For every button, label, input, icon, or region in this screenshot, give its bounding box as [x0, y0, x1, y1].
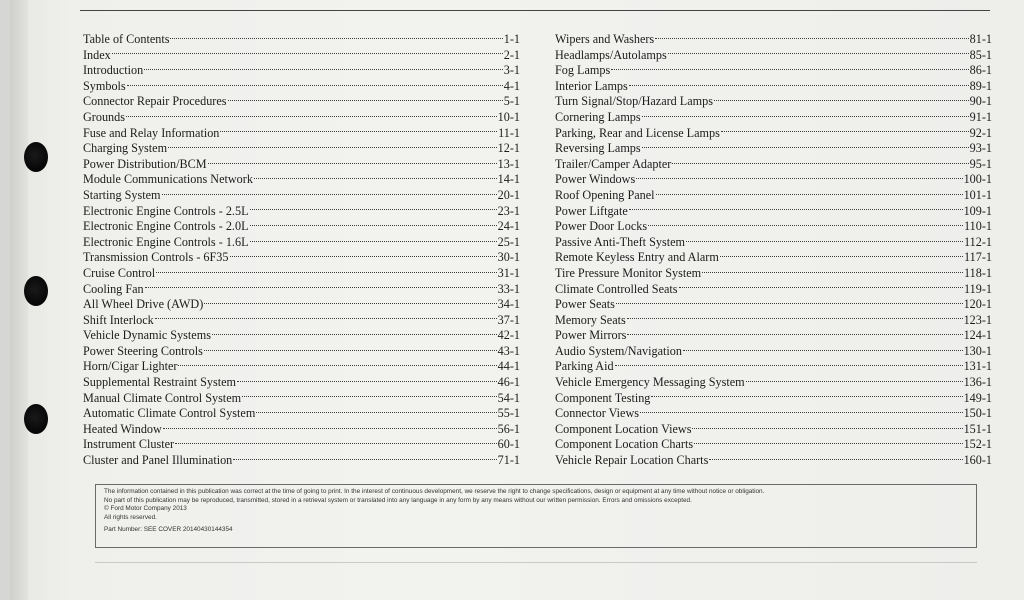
- toc-entry-title: Index: [83, 47, 111, 62]
- toc-entry-page: 119-1: [964, 281, 992, 296]
- toc-entry[interactable]: [555, 94, 992, 110]
- toc-entry-page: 46-1: [497, 375, 520, 390]
- toc-dot-leader: [144, 68, 503, 70]
- toc-entry[interactable]: [83, 391, 520, 407]
- toc-entry-page: 90-1: [969, 94, 992, 109]
- toc-entry-page: 160-1: [963, 453, 992, 468]
- toc-entry-page: 5-1: [503, 94, 520, 109]
- toc-entry[interactable]: [83, 297, 520, 313]
- toc-entry[interactable]: [555, 235, 992, 251]
- toc-entry[interactable]: [555, 297, 992, 313]
- toc-dot-leader: [250, 240, 497, 242]
- toc-dot-leader: [250, 224, 497, 226]
- toc-entry-page: 12-1: [497, 141, 520, 156]
- toc-entry-title: Power Seats: [555, 297, 615, 312]
- copyright-text: © Ford Motor Company 2013: [104, 505, 187, 513]
- toc-entry[interactable]: [555, 157, 992, 173]
- toc-dot-leader: [254, 177, 497, 179]
- toc-entry[interactable]: [555, 172, 992, 188]
- toc-entry-page: 11-1: [498, 125, 520, 140]
- toc-dot-leader: [721, 130, 969, 132]
- toc-entry[interactable]: [83, 204, 520, 220]
- toc-entry-page: 110-1: [964, 219, 992, 234]
- toc-entry-page: 150-1: [963, 406, 992, 421]
- toc-entry[interactable]: [555, 126, 992, 142]
- toc-entry[interactable]: [555, 188, 992, 204]
- rights-text: All rights reserved.: [104, 513, 157, 521]
- toc-entry-page: 131-1: [963, 359, 992, 374]
- toc-entry[interactable]: [83, 141, 520, 157]
- toc-entry-page: 89-1: [969, 78, 992, 93]
- toc-entry-page: 24-1: [497, 219, 520, 234]
- toc-dot-leader: [250, 208, 497, 210]
- toc-entry-page: 85-1: [969, 47, 992, 62]
- toc-entry-page: 30-1: [497, 250, 520, 265]
- toc-dot-leader: [178, 364, 496, 366]
- toc-entry-title: Headlamps/Autolamps: [555, 47, 667, 62]
- part-number-text: Part Number: SEE COVER 20140430144354: [104, 526, 233, 534]
- toc-entry-page: 117-1: [964, 250, 992, 265]
- toc-entry-page: 3-1: [503, 63, 520, 78]
- toc-entry-title: Grounds: [83, 109, 125, 124]
- toc-entry-title: Cluster and Panel Illumination: [83, 453, 233, 468]
- toc-entry-title: Cornering Lamps: [555, 109, 641, 124]
- toc-dot-leader: [720, 255, 963, 257]
- toc-entry[interactable]: [83, 48, 520, 64]
- toc-dot-leader: [746, 380, 963, 382]
- toc-dot-leader: [636, 177, 962, 179]
- toc-entry-page: 109-1: [963, 203, 992, 218]
- toc-entry-title: Heated Window: [83, 421, 162, 436]
- toc-entry-page: 123-1: [963, 312, 992, 327]
- toc-entry-page: 124-1: [963, 328, 992, 343]
- toc-dot-leader: [629, 208, 963, 210]
- toc-dot-leader: [112, 52, 503, 54]
- toc-entry[interactable]: [83, 344, 520, 360]
- toc-entry[interactable]: [83, 422, 520, 438]
- toc-entry-page: 151-1: [963, 421, 992, 436]
- toc-entry-title: Climate Controlled Seats: [555, 281, 678, 296]
- toc-entry[interactable]: [83, 313, 520, 329]
- toc-entry-page: 23-1: [497, 203, 520, 218]
- toc-entry-page: 10-1: [497, 109, 520, 124]
- toc-entry-title: Cruise Control: [83, 265, 156, 280]
- toc-entry[interactable]: [83, 63, 520, 79]
- toc-entry-page: 2-1: [503, 47, 520, 62]
- toc-entry-title: Vehicle Repair Location Charts: [555, 453, 709, 468]
- toc-entry[interactable]: [555, 328, 992, 344]
- toc-entry[interactable]: [555, 79, 992, 95]
- toc-entry[interactable]: [555, 141, 992, 157]
- toc-entry[interactable]: [555, 406, 992, 422]
- toc-entry-page: 130-1: [963, 343, 992, 358]
- toc-dot-leader: [204, 302, 496, 304]
- toc-entry-title: Component Location Charts: [555, 437, 694, 452]
- toc-dot-leader: [629, 84, 969, 86]
- toc-entry-page: 71-1: [497, 453, 520, 468]
- toc-entry[interactable]: [555, 359, 992, 375]
- toc-entry-title: Passive Anti-Theft System: [555, 234, 685, 249]
- toc-entry-page: 95-1: [969, 156, 992, 171]
- toc-entry[interactable]: [83, 94, 520, 110]
- toc-entry-title: Power Steering Controls: [83, 343, 203, 358]
- toc-entry[interactable]: [555, 110, 992, 126]
- toc-entry[interactable]: [555, 313, 992, 329]
- toc-entry-title: Power Door Locks: [555, 219, 648, 234]
- toc-entry-page: 118-1: [964, 265, 992, 280]
- toc-entry[interactable]: [83, 219, 520, 235]
- toc-entry[interactable]: [555, 219, 992, 235]
- toc-entry-page: 20-1: [497, 187, 520, 202]
- notice-line-1: The information contained in this publication was correct at the time of going to print. In the interest of continuous development, we reserve the right to change specifications, design or equipment at any time without notice or obligation.: [104, 488, 765, 495]
- toc-entry-title: Parking Aid: [555, 359, 614, 374]
- toc-dot-leader: [648, 224, 963, 226]
- toc-dot-leader: [714, 99, 969, 101]
- toc-entry-page: 33-1: [497, 281, 520, 296]
- toc-entry[interactable]: [83, 126, 520, 142]
- toc-entry-page: 43-1: [497, 343, 520, 358]
- toc-entry-page: 93-1: [969, 141, 992, 156]
- toc-entry-title: All Wheel Drive (AWD): [83, 297, 204, 312]
- toc-entry[interactable]: [83, 32, 520, 48]
- toc-entry[interactable]: [83, 157, 520, 173]
- toc-entry-title: Roof Opening Panel: [555, 187, 655, 202]
- toc-entry[interactable]: [555, 266, 992, 282]
- toc-entry-title: Connector Views: [555, 406, 640, 421]
- toc-dot-leader: [237, 380, 497, 382]
- toc-dot-leader: [228, 99, 503, 101]
- toc-entry-page: 56-1: [497, 421, 520, 436]
- toc-entry[interactable]: [83, 437, 520, 453]
- toc-dot-leader: [204, 349, 497, 351]
- toc-dot-leader: [162, 193, 497, 195]
- toc-entry-title: Audio System/Navigation: [555, 343, 682, 358]
- toc-dot-leader: [127, 84, 503, 86]
- toc-entry[interactable]: [83, 406, 520, 422]
- toc-entry-title: Interior Lamps: [555, 78, 628, 93]
- toc-entry-page: 81-1: [969, 32, 992, 46]
- toc-entry-page: 25-1: [497, 234, 520, 249]
- toc-dot-leader: [155, 317, 497, 319]
- toc-entry-page: 34-1: [497, 297, 520, 312]
- toc-entry-page: 91-1: [969, 109, 992, 124]
- toc-entry[interactable]: [555, 282, 992, 298]
- toc-entry-title: Cooling Fan: [83, 281, 144, 296]
- toc-entry-page: 100-1: [963, 172, 992, 187]
- toc-entry-page: 92-1: [969, 125, 992, 140]
- toc-entry[interactable]: [555, 344, 992, 360]
- toc-entry-page: 149-1: [963, 390, 992, 405]
- binder-hole-icon: [24, 404, 48, 434]
- toc-entry-page: 44-1: [497, 359, 520, 374]
- toc-entry-title: Power Windows: [555, 172, 636, 187]
- toc-dot-leader: [168, 146, 497, 148]
- toc-entry-page: 152-1: [963, 437, 992, 452]
- toc-entry-title: Shift Interlock: [83, 312, 154, 327]
- toc-entry-title: Electronic Engine Controls - 2.0L: [83, 219, 249, 234]
- toc-entry-page: 37-1: [497, 312, 520, 327]
- toc-dot-leader: [640, 411, 963, 413]
- toc-dot-leader: [230, 255, 497, 257]
- toc-dot-leader: [642, 146, 969, 148]
- toc-dot-leader: [616, 302, 963, 304]
- toc-dot-leader: [679, 286, 963, 288]
- toc-dot-leader: [683, 349, 963, 351]
- toc-entry-title: Power Distribution/BCM: [83, 156, 207, 171]
- toc-dot-leader: [692, 427, 962, 429]
- toc-entry[interactable]: [555, 437, 992, 453]
- toc-dot-leader: [163, 427, 497, 429]
- toc-entry-title: Remote Keyless Entry and Alarm: [555, 250, 719, 265]
- toc-left-column: [83, 32, 520, 469]
- toc-entry-title: Electronic Engine Controls - 2.5L: [83, 203, 249, 218]
- toc-dot-leader: [145, 286, 497, 288]
- toc-entry[interactable]: [83, 282, 520, 298]
- toc-entry-page: 101-1: [963, 187, 992, 202]
- toc-dot-leader: [170, 37, 502, 39]
- toc-entry[interactable]: [83, 453, 520, 469]
- toc-dot-leader: [655, 37, 968, 39]
- toc-dot-leader: [709, 458, 962, 460]
- toc-entry[interactable]: [555, 422, 992, 438]
- toc-entry-page: 86-1: [969, 63, 992, 78]
- toc-dot-leader: [156, 271, 497, 273]
- toc-dot-leader: [668, 52, 969, 54]
- toc-dot-leader: [656, 193, 963, 195]
- binder-hole-icon: [24, 276, 48, 306]
- toc-entry-title: Transmission Controls - 6F35: [83, 250, 229, 265]
- toc-entry-title: Symbols: [83, 78, 126, 93]
- toc-entry-page: 120-1: [963, 297, 992, 312]
- manual-page: [10, 0, 1024, 600]
- toc-dot-leader: [686, 240, 963, 242]
- binder-hole-icon: [24, 142, 48, 172]
- page-binding-edge: [10, 0, 28, 600]
- toc-entry-title: Wipers and Washers: [555, 32, 655, 46]
- toc-entry-page: 1-1: [503, 32, 520, 46]
- toc-dot-leader: [627, 333, 962, 335]
- toc-entry-page: 13-1: [497, 156, 520, 171]
- toc-entry-page: 4-1: [503, 78, 520, 93]
- toc-dot-leader: [694, 442, 962, 444]
- toc-dot-leader: [642, 115, 969, 117]
- toc-entry-title: Manual Climate Control System: [83, 390, 242, 405]
- toc-entry-title: Supplemental Restraint System: [83, 375, 237, 390]
- toc-entry-title: Vehicle Emergency Messaging System: [555, 375, 745, 390]
- toc-entry[interactable]: [555, 250, 992, 266]
- notice-shadow-rule: [95, 562, 977, 563]
- toc-entry-title: Introduction: [83, 63, 144, 78]
- toc-dot-leader: [702, 271, 963, 273]
- toc-dot-leader: [208, 162, 497, 164]
- toc-entry-title: Electronic Engine Controls - 1.6L: [83, 234, 249, 249]
- toc-entry-page: 55-1: [497, 406, 520, 421]
- toc-entry-title: Vehicle Dynamic Systems: [83, 328, 211, 343]
- toc-entry[interactable]: [555, 375, 992, 391]
- toc-right-column: [555, 32, 992, 469]
- toc-entry[interactable]: [83, 188, 520, 204]
- toc-entry[interactable]: [83, 235, 520, 251]
- toc-entry[interactable]: [83, 328, 520, 344]
- toc-entry-title: Memory Seats: [555, 312, 626, 327]
- toc-entry-page: 60-1: [497, 437, 520, 452]
- toc-entry[interactable]: [555, 32, 992, 48]
- toc-entry[interactable]: [83, 110, 520, 126]
- toc-entry[interactable]: [83, 375, 520, 391]
- toc-entry-title: Power Liftgate: [555, 203, 628, 218]
- toc-entry-title: Fuse and Relay Information: [83, 125, 220, 140]
- toc-entry-page: 14-1: [497, 172, 520, 187]
- notice-line-2: No part of this publication may be reproduced, transmitted, stored in a retrieval system or translated into any language in any form by any means without our written permission. Errors and omissions excepted.: [104, 496, 692, 504]
- toc-entry-title: Starting System: [83, 187, 161, 202]
- toc-entry[interactable]: [555, 48, 992, 64]
- toc-dot-leader: [256, 411, 496, 413]
- toc-dot-leader: [126, 115, 497, 117]
- toc-entry-title: Automatic Climate Control System: [83, 406, 256, 421]
- toc-entry-title: Reversing Lamps: [555, 141, 641, 156]
- toc-entry-page: 54-1: [497, 390, 520, 405]
- toc-entry-title: Instrument Cluster: [83, 437, 175, 452]
- toc-dot-leader: [615, 364, 963, 366]
- title-rule: [80, 10, 990, 11]
- toc-dot-leader: [175, 442, 497, 444]
- toc-entry[interactable]: [555, 204, 992, 220]
- toc-entry[interactable]: [555, 391, 992, 407]
- toc-dot-leader: [212, 333, 497, 335]
- toc-entry[interactable]: [83, 250, 520, 266]
- toc-entry-title: Tire Pressure Monitor System: [555, 265, 702, 280]
- toc-dot-leader: [651, 395, 962, 397]
- publication-notice: [95, 484, 977, 548]
- toc-entry-title: Turn Signal/Stop/Hazard Lamps: [555, 94, 713, 109]
- toc-entry-title: Component Testing: [555, 390, 651, 405]
- toc-entry-title: Trailer/Camper Adapter: [555, 156, 672, 171]
- toc-entry-page: 136-1: [963, 375, 992, 390]
- toc-entry-page: 31-1: [497, 265, 520, 280]
- toc-dot-leader: [672, 162, 968, 164]
- toc-entry[interactable]: [83, 266, 520, 282]
- toc-entry-page: 112-1: [964, 234, 992, 249]
- toc-dot-leader: [611, 68, 968, 70]
- toc-entry-title: Component Location Views: [555, 421, 692, 436]
- toc-dot-leader: [242, 395, 497, 397]
- toc-dot-leader: [627, 317, 963, 319]
- toc-entry-title: Connector Repair Procedures: [83, 94, 227, 109]
- toc-entry-title: Power Mirrors: [555, 328, 627, 343]
- toc-entry[interactable]: [83, 79, 520, 95]
- toc-entry[interactable]: [555, 453, 992, 469]
- toc-dot-leader: [233, 458, 496, 460]
- toc-entry-title: Parking, Rear and License Lamps: [555, 125, 720, 140]
- toc-entry-page: 42-1: [497, 328, 520, 343]
- toc-entry-title: Horn/Cigar Lighter: [83, 359, 178, 374]
- toc-entry-title: Fog Lamps: [555, 63, 611, 78]
- toc-entry[interactable]: [83, 172, 520, 188]
- toc-entry[interactable]: [555, 63, 992, 79]
- toc-entry[interactable]: [83, 359, 520, 375]
- toc-entry-title: Module Communications Network: [83, 172, 253, 187]
- toc-dot-leader: [220, 130, 497, 132]
- toc-entry-title: Charging System: [83, 141, 168, 156]
- toc-entry-title: Table of Contents: [83, 32, 170, 46]
